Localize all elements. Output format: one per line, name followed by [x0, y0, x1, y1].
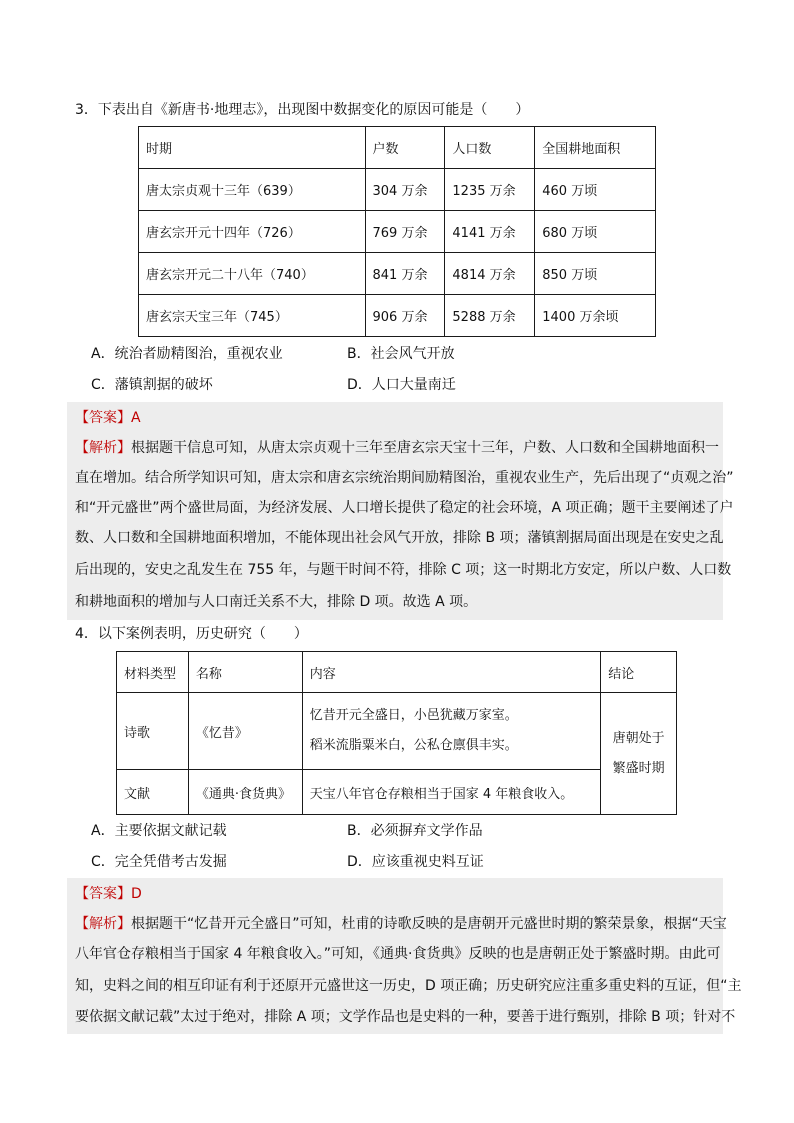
table-cell: 4141 万余 — [445, 211, 535, 253]
conclusion-line: 唐朝处于 — [612, 730, 665, 746]
table-cell: 1235 万余 — [445, 169, 535, 211]
answer-value: A — [131, 410, 141, 426]
analysis-line: 八年官仓存粮相当于国家 4 年粮食收入。”可知，《通典·食货典》反映的也是唐朝正处于繁盛时期。由此可 — [75, 946, 721, 962]
answer-analysis-block — [67, 402, 734, 620]
table-cell: 850 万顷 — [535, 253, 656, 295]
header-cell: 时期 — [139, 127, 366, 169]
header-cell: 户数 — [365, 127, 445, 169]
table-cell: 《忆昔》 — [188, 693, 302, 770]
analysis-label: 【解析】 — [75, 916, 131, 932]
option-a: A．统治者励精图治，重视农业 — [91, 346, 283, 362]
analysis-text: 根据题干信息可知，从唐太宗贞观十三年至唐玄宗天宝十三年，户数、人口数和全国耕地面积一 — [131, 440, 719, 456]
answer-label: 【答案】 — [75, 410, 131, 426]
table-cell — [302, 693, 600, 770]
table-row — [139, 295, 656, 337]
table-row — [139, 169, 656, 211]
header-cell: 材料类型 — [117, 652, 189, 693]
table-cell: 1400 万余顷 — [535, 295, 656, 337]
content-line: 稻米流脂粟米白，公私仓廪俱丰实。 — [309, 738, 518, 753]
analysis-line: 要依据文献记载”太过于绝对，排除 A 项；文学作品也是史料的一种，要善于进行甄别，排除 B 项；针对不 — [75, 1009, 736, 1025]
table-cell: 5288 万余 — [445, 295, 535, 337]
question-3-table — [138, 126, 656, 337]
question-3-title: 3．下表出自《新唐书·地理志》，出现图中数据变化的原因可能是（ ） — [75, 102, 530, 118]
table-header-row — [117, 652, 677, 693]
header-cell: 结论 — [601, 652, 677, 693]
table-cell: 841 万余 — [365, 253, 445, 295]
option-c: C．藩镇割据的破坏 — [91, 377, 213, 393]
question-4-table — [116, 651, 677, 815]
option-a: A．主要依据文献记载 — [91, 823, 227, 839]
table-row — [117, 770, 677, 815]
analysis-line — [75, 914, 727, 934]
analysis-line: 和“开元盛世”两个盛世局面，为经济发展、人口增长提供了稳定的社会环境，A 项正确；题干主要阐述了户 — [75, 500, 734, 516]
analysis-line: 数、人口数和全国耕地面积增加，不能体现出社会风气开放，排除 B 项；藩镇割据局面出现是在安史之乱 — [75, 530, 724, 546]
table-cell: 4814 万余 — [445, 253, 535, 295]
answer-line — [75, 408, 141, 428]
table-header-row — [139, 127, 656, 169]
table-cell: 天宝八年官仓存粮相当于国家 4 年粮食收入。 — [302, 770, 600, 815]
table-cell: 文献 — [117, 770, 189, 815]
table-cell: 304 万余 — [365, 169, 445, 211]
header-cell: 名称 — [188, 652, 302, 693]
table-cell: 诗歌 — [117, 693, 189, 770]
table-cell: 唐玄宗开元十四年（726） — [139, 211, 366, 253]
conclusion-line: 繁盛时期 — [612, 760, 665, 776]
content-line: 忆昔开元全盛日，小邑犹藏万家室。 — [309, 708, 518, 723]
table-cell: 906 万余 — [365, 295, 445, 337]
answer-value: D — [131, 886, 142, 902]
table-cell: 769 万余 — [365, 211, 445, 253]
analysis-text: 根据题干“忆昔开元全盛日”可知，杜甫的诗歌反映的是唐朝开元盛世时期的繁荣景象，根据“天宝 — [131, 916, 727, 932]
table-cell: 唐玄宗天宝三年（745） — [139, 295, 366, 337]
header-cell: 全国耕地面积 — [535, 127, 656, 169]
option-d: D．人口大量南迁 — [347, 377, 456, 393]
table-row — [139, 211, 656, 253]
answer-label: 【答案】 — [75, 886, 131, 902]
answer-analysis-block — [67, 878, 742, 1034]
option-b: B．必须摒弃文学作品 — [347, 823, 483, 839]
table-cell: 460 万顷 — [535, 169, 656, 211]
conclusion-cell — [601, 693, 677, 815]
answer-line — [75, 884, 142, 904]
table-cell: 唐太宗贞观十三年（639） — [139, 169, 366, 211]
question-4-title: 4．以下案例表明，历史研究（ ） — [75, 626, 308, 642]
option-c: C．完全凭借考古发掘 — [91, 854, 227, 870]
analysis-line: 后出现的，安史之乱发生在 755 年，与题干时间不符，排除 C 项；这一时期北方安定，所以户数、人口数 — [75, 562, 732, 578]
analysis-line: 知，史料之间的相互印证有利于还原开元盛世这一历史，D 项正确；历史研究应注重多重史料的互证，但“主 — [75, 978, 742, 994]
table-cell: 《通典·食货典》 — [188, 770, 302, 815]
table-cell: 唐玄宗开元二十八年（740） — [139, 253, 366, 295]
analysis-line: 和耕地面积的增加与人口南迁关系不大，排除 D 项。故选 A 项。 — [75, 594, 478, 610]
table-cell: 680 万顷 — [535, 211, 656, 253]
option-d: D．应该重视史料互证 — [347, 854, 484, 870]
table-row — [117, 693, 677, 770]
table-row — [139, 253, 656, 295]
analysis-line — [75, 438, 719, 458]
header-cell: 内容 — [302, 652, 600, 693]
analysis-line: 直在增加。结合所学知识可知，唐太宗和唐玄宗统治期间励精图治，重视农业生产，先后出现了“贞观之治” — [75, 470, 734, 486]
header-cell: 人口数 — [445, 127, 535, 169]
analysis-label: 【解析】 — [75, 440, 131, 456]
option-b: B．社会风气开放 — [347, 346, 455, 362]
